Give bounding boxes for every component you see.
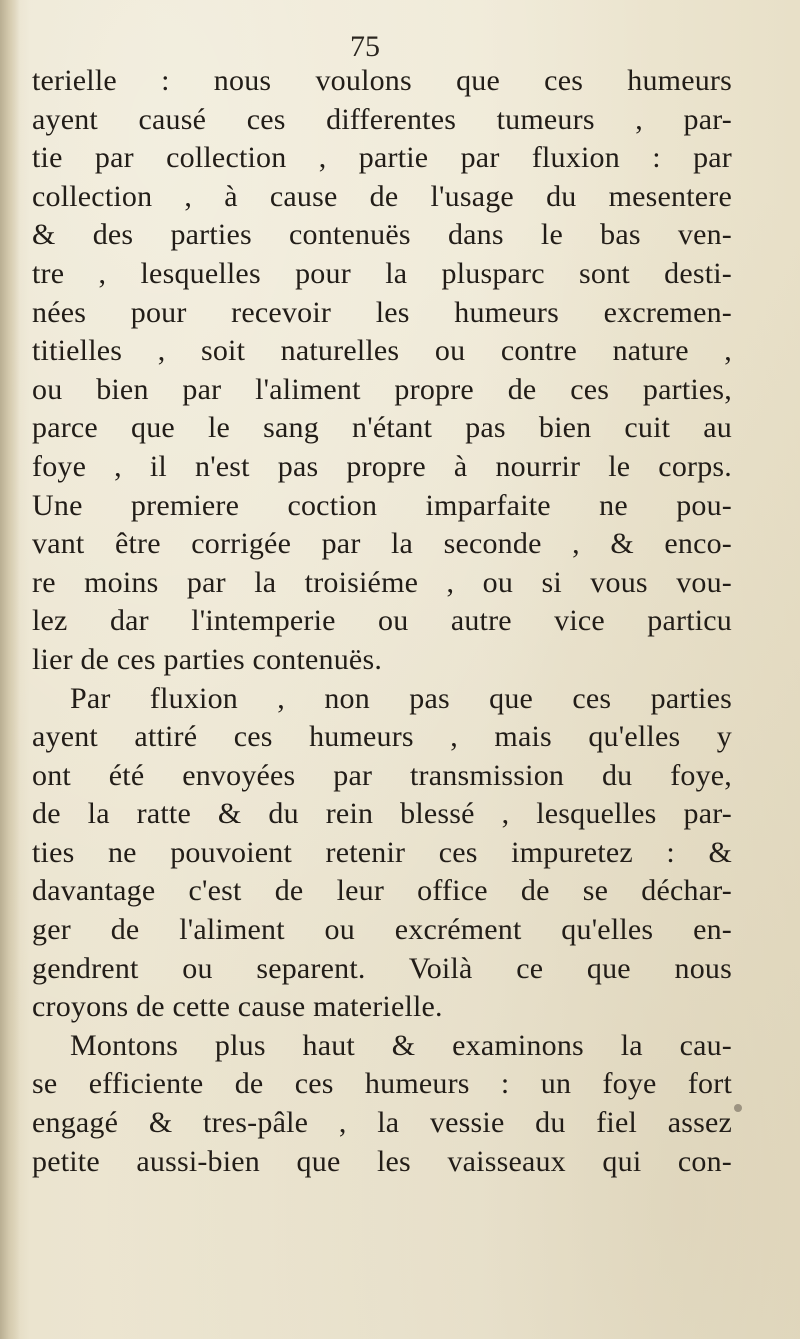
text-line: davantage c'est de leur office de se déchar- — [32, 874, 732, 908]
text-line: Une premiere coction imparfaite ne pou- — [32, 488, 732, 522]
text-line: ties ne pouvoient retenir ces impuretez : & — [32, 835, 732, 869]
text-line: tre , lesquelles pour la plusparc sont desti- — [32, 256, 732, 290]
text-line: foye , il n'est pas propre à nourrir le corps. — [32, 449, 732, 483]
text-line: vant être corrigée par la seconde , & enco- — [32, 527, 732, 561]
text-line: parce que le sang n'étant pas bien cuit au — [32, 411, 732, 445]
text-line: ayent causé ces differentes tumeurs , par- — [32, 102, 732, 136]
text-line: ou bien par l'aliment propre de ces parties, — [32, 372, 732, 406]
text-line: terielle : nous voulons que ces humeurs — [32, 64, 732, 97]
ink-speck — [734, 1104, 742, 1112]
text-line: nées pour recevoir les humeurs excremen- — [32, 295, 732, 329]
text-line: croyons de cette cause materielle. — [32, 990, 443, 1024]
text-line: & des parties contenuës dans le bas ven- — [32, 218, 732, 252]
text-line: gendrent ou separent. Voilà ce que nous — [32, 951, 732, 985]
text-line: Par fluxion , non pas que ces parties — [70, 681, 732, 715]
text-line: se efficiente de ces humeurs : un foye fort — [32, 1067, 732, 1101]
text-line: de la ratte & du rein blessé , lesquelles par- — [32, 797, 732, 831]
binding-gutter — [0, 0, 20, 1339]
text-line: titielles , soit naturelles ou contre nature , — [32, 334, 732, 368]
text-line: ayent attiré ces humeurs , mais qu'elles y — [32, 720, 732, 754]
text-line: petite aussi-bien que les vaisseaux qui con- — [32, 1144, 732, 1178]
text-line: re moins par la troisiéme , ou si vous vou- — [32, 565, 732, 599]
text-line: ont été envoyées par transmission du foye, — [32, 758, 732, 792]
page-number: 75 — [350, 30, 380, 63]
body-text — [32, 62, 732, 1181]
text-line: Montons plus haut & examinons la cau- — [70, 1028, 732, 1062]
text-line: engagé & tres-pâle , la vessie du fiel assez — [32, 1106, 732, 1140]
text-line: lez dar l'intemperie ou autre vice particu — [32, 604, 732, 638]
text-line: tie par collection , partie par fluxion : par — [32, 141, 732, 175]
text-line: collection , à cause de l'usage du mesentere — [32, 179, 732, 213]
text-line: ger de l'aliment ou excrément qu'elles en- — [32, 913, 732, 947]
text-line: lier de ces parties contenuës. — [32, 642, 383, 676]
